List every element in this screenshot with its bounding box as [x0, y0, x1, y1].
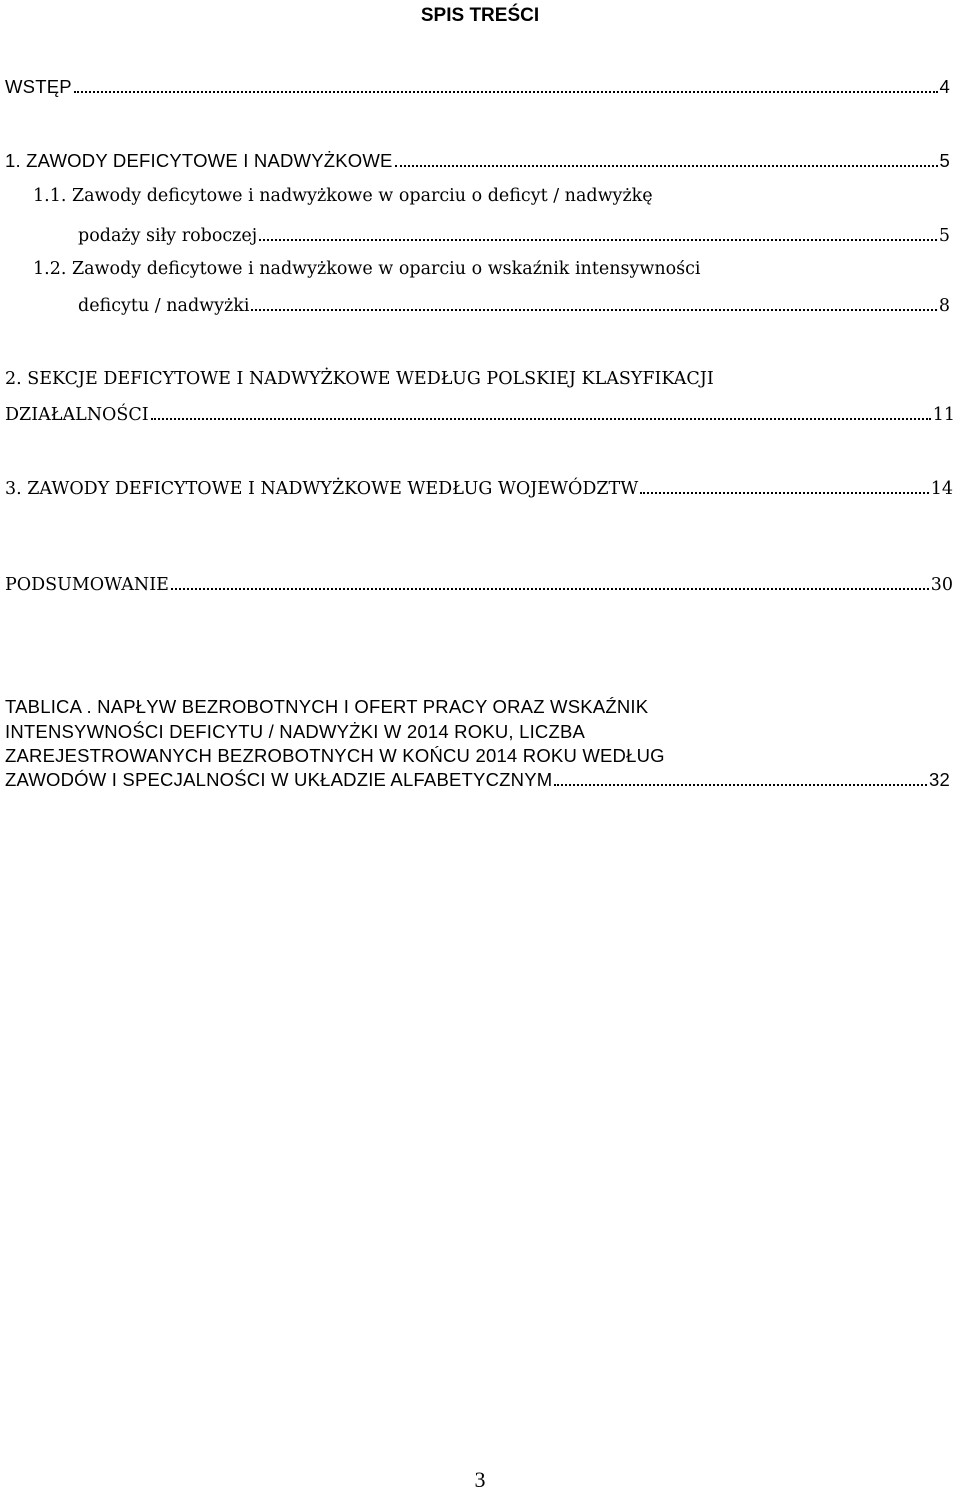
- page-title: SPIS TREŚCI: [420, 5, 540, 26]
- toc-page-number: 30: [930, 575, 953, 595]
- toc-leader-dots: [640, 492, 929, 494]
- toc-entry-1-2[interactable]: [78, 296, 950, 316]
- toc-entry-podsumowanie[interactable]: [5, 575, 953, 595]
- toc-entry-text: WSTĘP: [5, 76, 72, 97]
- toc-page-number: 8: [938, 296, 950, 316]
- toc-page-number: 5: [939, 150, 950, 171]
- toc-entry-text: podaży siły roboczej: [78, 226, 258, 246]
- toc-leader-dots: [395, 165, 938, 167]
- toc-leader-dots: [74, 91, 938, 93]
- toc-entry-wstep[interactable]: [5, 76, 950, 98]
- toc-entry-tablica-line2[interactable]: INTENSYWNOŚCI DEFICYTU / NADWYŻKI W 2014 ROKU, LICZBA: [5, 721, 586, 742]
- toc-page-number: 32: [929, 769, 950, 790]
- toc-entry-text: 3. ZAWODY DEFICYTOWE I NADWYŻKOWE WEDŁUG WOJEWÓDZTW: [5, 479, 639, 499]
- toc-entry-chapter-1[interactable]: [5, 150, 950, 172]
- toc-leader-dots: [171, 588, 929, 590]
- toc-leader-dots: [151, 418, 931, 420]
- toc-entry-text: ZAWODÓW I SPECJALNOŚCI W UKŁADZIE ALFABETYCZNYM: [5, 769, 553, 790]
- toc-entry-text: 1. ZAWODY DEFICYTOWE I NADWYŻKOWE: [5, 150, 393, 171]
- toc-page-number: 4: [939, 76, 950, 97]
- toc-entry-chapter-2[interactable]: [5, 405, 955, 425]
- toc-entry-1-1-line1[interactable]: 1.1. Zawody deficytowe i nadwyżkowe w oparciu o deficyt / nadwyżkę: [33, 186, 653, 206]
- toc-entry-1-2-line1[interactable]: 1.2. Zawody deficytowe i nadwyżkowe w oparciu o wskaźnik intensywności: [33, 259, 701, 279]
- toc-leader-dots: [259, 239, 937, 241]
- toc-entry-text: deficytu / nadwyżki: [78, 296, 250, 316]
- toc-entry-text: PODSUMOWANIE: [5, 575, 169, 595]
- toc-entry-tablica-line1[interactable]: TABLICA . NAPŁYW BEZROBOTNYCH I OFERT PRACY ORAZ WSKAŹNIK: [5, 696, 649, 717]
- toc-leader-dots: [251, 309, 936, 311]
- toc-entry-text: DZIAŁALNOŚCI: [5, 405, 149, 425]
- toc-entry-chapter-2-line1[interactable]: 2. SEKCJE DEFICYTOWE I NADWYŻKOWE WEDŁUG POLSKIEJ KLASYFIKACJI: [5, 369, 714, 389]
- toc-page-number: 5: [938, 226, 950, 246]
- toc-entry-chapter-3[interactable]: [5, 479, 953, 499]
- toc-page-number: 11: [932, 405, 955, 425]
- toc-entry-tablica-line3[interactable]: ZAREJESTROWANYCH BEZROBOTNYCH W KOŃCU 2014 ROKU WEDŁUG: [5, 745, 665, 766]
- toc-entry-1-1[interactable]: [78, 226, 950, 246]
- toc-entry-tablica[interactable]: [5, 769, 950, 791]
- toc-leader-dots: [554, 784, 927, 786]
- toc-page-number: 14: [930, 479, 953, 499]
- page-number: 3: [474, 1467, 486, 1492]
